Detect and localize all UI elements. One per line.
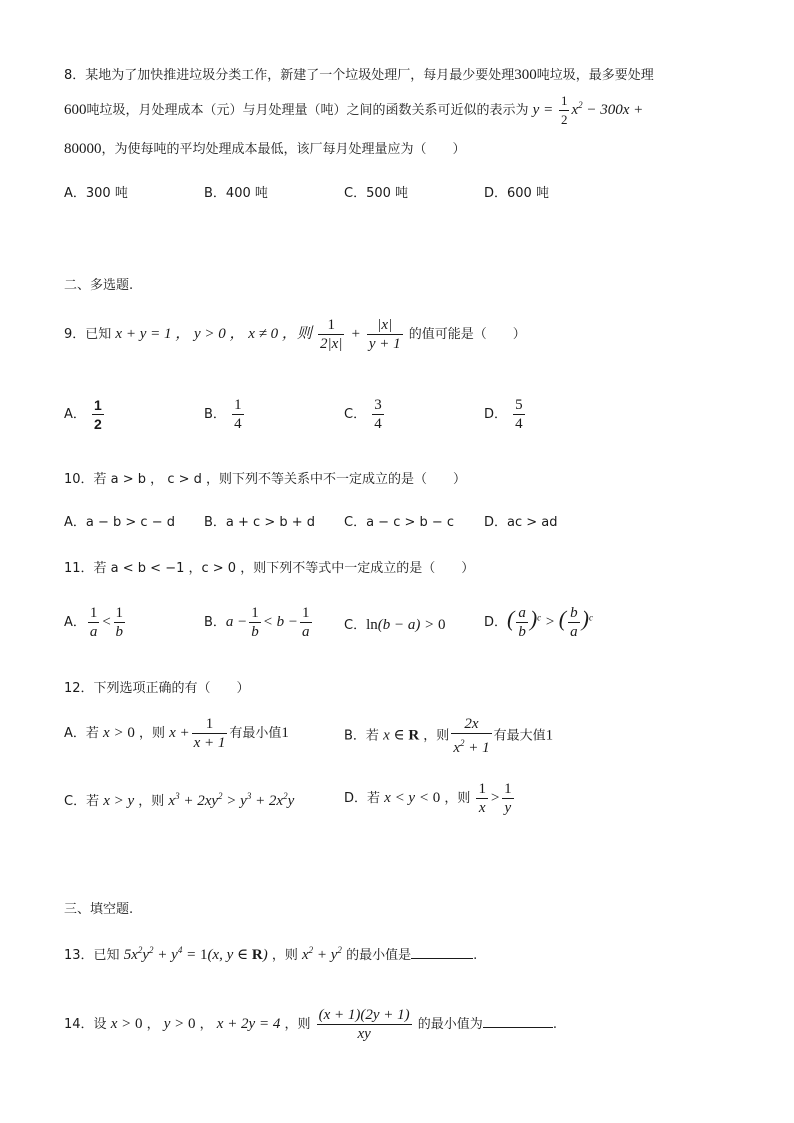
q12-stem: 12．下列选项正确的有（ ） [64,681,250,696]
q9-option-a[interactable]: A． $\frac{1}{2}$ [64,397,102,432]
q11-option-d[interactable]: D．( $\frac{a}{b}$ )$^c$ > ( $\frac{b}{a}$ )$^c$ [484,605,593,640]
q11-option-c[interactable]: C．ln(b − a) > 0 [344,617,446,633]
q14-number: 14．设 [64,1017,107,1032]
q14-fraction: $\frac{(x + 1)(2y + 1)}{xy}$ [318,1007,410,1042]
q9-option-d-label: D． [484,407,508,422]
q8-function: y = $\frac{1}{2}$ $x^2 - 300x$ + [532,93,644,127]
q9-stem: 9．已知 x + y = 1 ， y > 0 ， x ≠ 0 ，则 $\frac{1}{2|x|}$ + $\frac{|x|}{y + 1}$ 的值可能是（ ） [64,317,526,352]
q14-stem: 14．设 x > 0 ， y > 0 ， x + 2y = 4 ，则 $\frac{(x + 1)(2y + 1)}{xy}$ 的最小值为 . [64,1007,557,1042]
q12-option-d[interactable]: D．若 x < y < 0 ，则 $\frac{1}{x}$ > $\frac{1}{y}$ [344,781,512,816]
q14-tail: 的最小值为 [417,1017,483,1032]
q8-text-4: ，为使每吨的平均处理成本最低，该厂每月处理量应为（ ） [101,142,466,157]
q13-number: 13．已知 [64,948,120,963]
q10-option-a[interactable]: A．a − b > c − d [64,515,175,530]
q8-line2 [64,92,643,129]
q8-text-2: 吨垃圾，最多要处理 [536,68,654,83]
q8-option-d[interactable]: D．600 吨 [484,186,549,201]
q11-option-b[interactable]: B．a − $\frac{1}{b}$ < b − $\frac{1}{a}$ [204,605,310,640]
q8-line1 [64,64,654,84]
q13-tail: 的最小值是 [346,948,412,963]
q9-option-c-label: C． [344,407,367,422]
q14-answer-blank[interactable] [483,1015,553,1028]
q12-option-b[interactable]: B．若 x ∈ R ，则 $\frac{2x}{x^2 + 1}$ 有最大值1 [344,716,554,756]
q9-number: 9．已知 [64,327,112,342]
q10-option-c[interactable]: C．a − c > b − c [344,515,455,530]
q9-tail: 的值可能是（ ） [408,327,526,342]
q8-value-300: 300 [514,67,537,83]
q10-option-b[interactable]: B．a + c > b + d [204,515,316,530]
q8-option-c[interactable]: C．500 吨 [344,186,409,201]
q9-condition: x + y = 1 ， y > 0 ， x ≠ 0 ，则 [115,326,312,342]
q9-option-d[interactable]: D． $\frac{5}{4}$ [484,397,523,432]
q8-option-b[interactable]: B．400 吨 [204,186,268,201]
q9-option-c[interactable]: C． $\frac{3}{4}$ [344,397,382,432]
q13-stem: 13．已知 $5x^2y^2 + y^4 = 1(x$, y ∈ R) ，则 $x^2 + y^2$ 的最小值是 . [64,945,478,963]
section-heading-multiple-choice: 二、多选题. [64,278,134,293]
q12-option-c[interactable]: C．若 x > y ，则 $x^3 + 2xy^2 > y^3 + 2x^2y$ [64,791,295,809]
q9-fraction-1: $\frac{1}{2|x|}$ [320,317,343,352]
q8-text-3: 吨垃圾，月处理成本（元）与月处理量（吨）之间的函数关系可近似的表示为 [86,102,529,118]
q10-stem: 10．若 a > b ， c > d ，则下列不等关系中不一定成立的是（ ） [64,472,467,487]
q13-answer-blank[interactable] [411,946,473,959]
q9-fraction-2: $\frac{|x|}{y + 1}$ [368,317,401,352]
q12-option-a[interactable]: A．若 x > 0 ，则 x + $\frac{1}{x + 1}$ 有最小值1 [64,716,289,751]
q11-option-a[interactable]: A． $\frac{1}{a}$ < $\frac{1}{b}$ [64,605,124,640]
q9-option-a-label: A． [64,407,86,422]
q8-line3 [64,138,466,158]
q11-stem: 11．若 a < b < −1 ，c > 0 ，则下列不等式中一定成立的是（ ） [64,561,475,576]
q8-option-a[interactable]: A．300 吨 [64,186,128,201]
q9-option-b[interactable]: B． $\frac{1}{4}$ [204,397,242,432]
q8-value-80000: 80000 [64,141,102,157]
q8-value-600: 600 [64,101,87,118]
q8-number: 8． [64,68,86,83]
q8-text-1: 某地为了加快推进垃圾分类工作，新建了一个垃圾处理厂，每月最少要处理 [85,68,515,83]
q9-option-b-label: B． [204,407,226,422]
section-heading-fill-in: 三、填空题. [64,902,134,917]
q10-option-d[interactable]: D．ac > ad [484,515,558,530]
